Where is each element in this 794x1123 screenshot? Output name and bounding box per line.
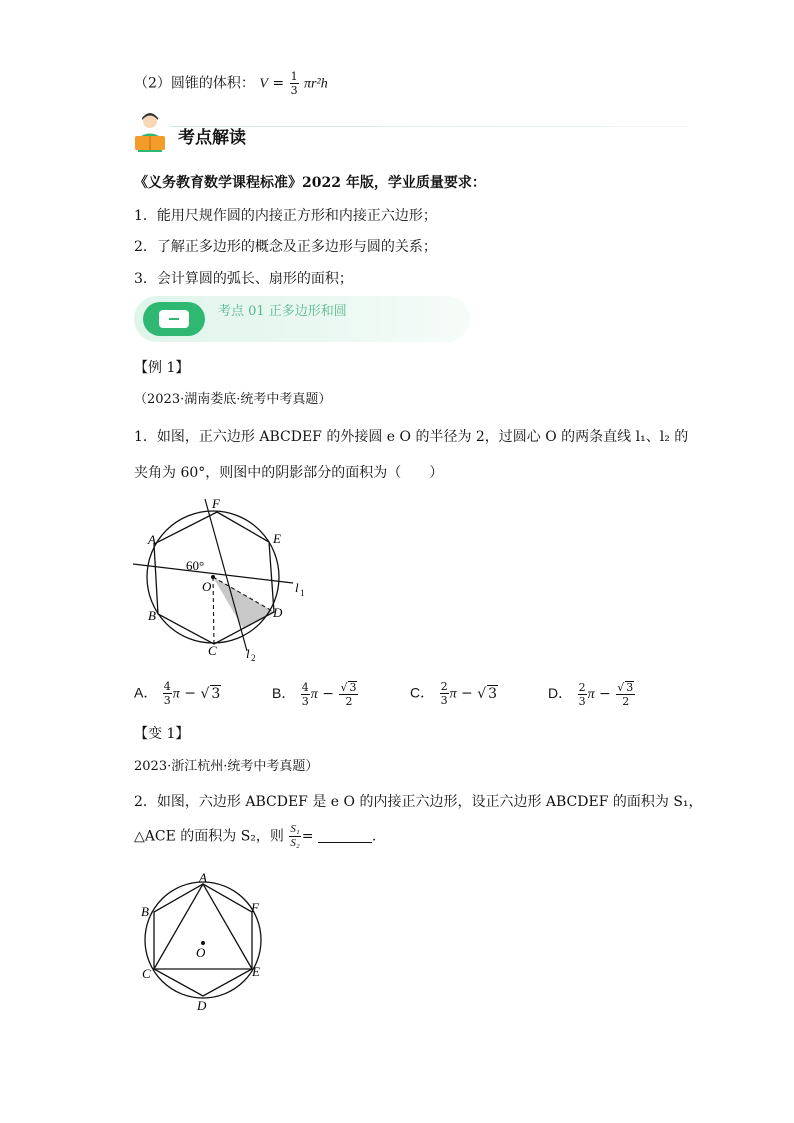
standard-item-3: 3．会计算圆的弧长、扇形的面积； [134, 271, 353, 287]
formula-fraction: $\frac{1}{3}$ [290, 70, 298, 97]
label-l2-sub: 2 [251, 653, 256, 663]
label-a: A [148, 532, 156, 547]
variant-header: 【变 1】 [134, 726, 190, 742]
cone-volume-formula [134, 70, 328, 97]
option-c[interactable]: C． $\frac{2}{3}$ π − √ 3 [410, 680, 498, 707]
center-point [211, 575, 215, 579]
line-l2 [205, 499, 247, 651]
variant-source: 2023·浙江杭州·统考中考真题） [134, 759, 319, 774]
fig2-label-d: D [197, 998, 207, 1013]
standard-item-1: 1．能用尺规作圆的内接正方形和内接正六边形； [134, 208, 437, 224]
fig2-label-b: B [141, 904, 149, 919]
variant-line2-text: △ACE 的面积为 S₂，则 [134, 828, 284, 845]
label-c: C [208, 643, 217, 658]
standard-title: 《义务教育数学课程标准》2022 年版，学业质量要求： [134, 175, 486, 191]
hexagon-figure-2 [136, 868, 272, 1014]
label-l2: l [246, 646, 250, 661]
hexagon-figure-1 [130, 494, 305, 663]
label-e: E [273, 531, 281, 546]
option-a[interactable]: A． $\frac{4}{3}$ π − √ 3 [134, 680, 221, 707]
ratio-fraction: $\frac{\text{S₁}}{\text{S₂}}$ [290, 823, 300, 849]
standard-item-2: 2．了解正多边形的概念及正多边形与圆的关系； [134, 239, 437, 255]
fig2-label-o: O [196, 945, 206, 960]
variant-question-line1: 2．如图，六边形 ABCDEF 是 e O 的内接正六边形，设正六边形 ABCDEF 的面积为 S₁， [134, 794, 703, 810]
fig2-label-f: F [251, 900, 259, 915]
reader-icon [132, 112, 168, 152]
label-f: F [212, 496, 220, 511]
formula-eq: = [272, 75, 285, 92]
example-question-line1: 1．如图，正六边形 ABCDEF 的外接圆 e O 的半径为 2，过圆心 O 的两条直线 l₁、l₂ 的 [134, 429, 689, 445]
example-source: （2023·湖南娄底·统考中考真题） [134, 392, 332, 407]
topic-label: 考点 01 正多边形和圆 [218, 304, 347, 319]
section-divider [170, 126, 688, 127]
formula-lhs: V [259, 76, 268, 92]
label-d: D [273, 605, 283, 620]
hexagon-2 [154, 884, 252, 996]
badge-icon [143, 302, 205, 336]
variant-question-line2: △ACE 的面积为 S₂，则 $\frac{\text{S₁}}{\text{S₂}}$ = . [134, 823, 377, 849]
label-angle: 60° [186, 558, 205, 573]
answer-blank[interactable] [318, 830, 372, 843]
label-l1: l [295, 580, 299, 595]
section-title: 考点解读 [178, 128, 246, 148]
fig2-label-a: A [199, 870, 207, 885]
example-header: 【例 1】 [134, 360, 190, 376]
label-l1-sub: 1 [300, 588, 305, 598]
option-b[interactable]: B． $\frac{4}{3}$ π − $\frac{√ 3}{2}$ [272, 680, 357, 708]
formula-prefix: （2）圆锥的体积： [134, 75, 255, 92]
dashed-oc [213, 577, 214, 644]
circumcircle-2 [145, 882, 261, 998]
fig2-label-c: C [142, 966, 151, 981]
option-d[interactable]: D． $\frac{2}{3}$ π − $\frac{√ 3}{2}$ [548, 680, 634, 708]
shaded-region [213, 577, 274, 628]
fig2-label-e: E [252, 964, 260, 979]
label-o: O [202, 579, 212, 594]
example-question-line2: 夹角为 60°，则图中的阴影部分的面积为（ ） [134, 465, 444, 481]
formula-tail: πr²h [304, 76, 328, 92]
label-b: B [148, 608, 156, 623]
